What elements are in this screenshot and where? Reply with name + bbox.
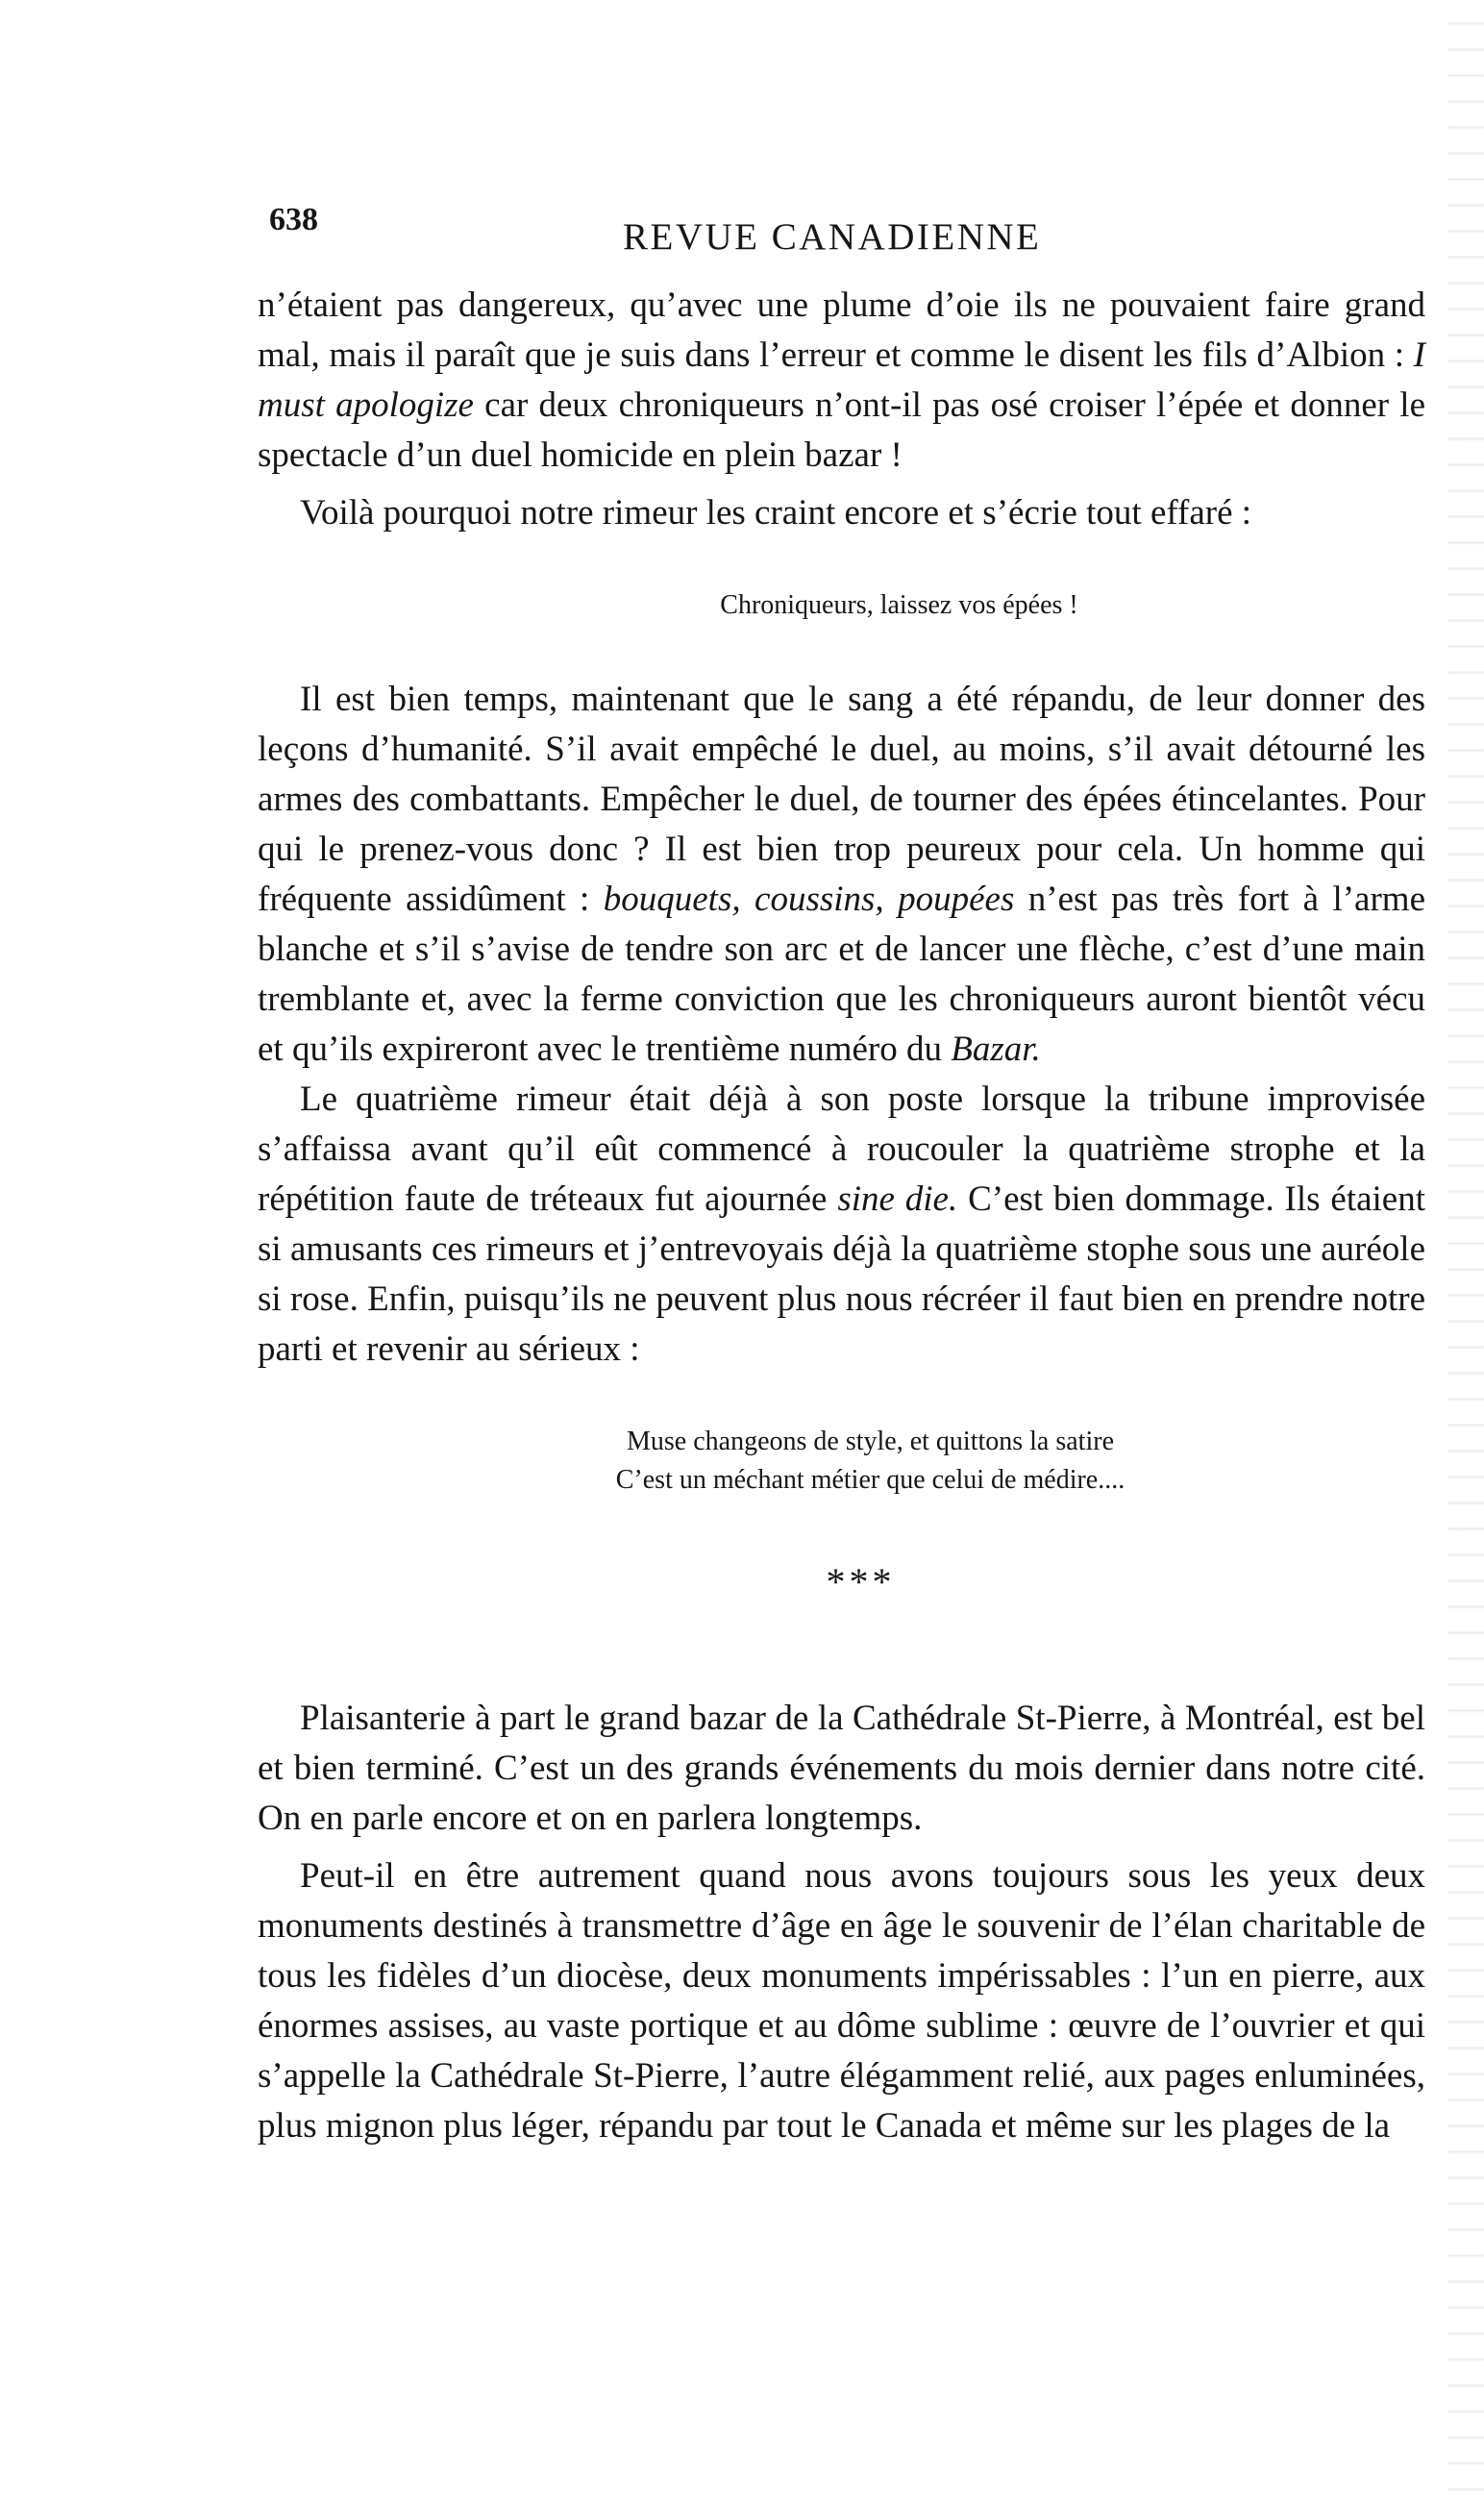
italic-phrase: bouquets, coussins, poupées <box>603 880 1015 919</box>
paragraph: Voilà pourquoi notre rimeur les craint encore et s’écrie tout effaré : <box>300 493 1252 533</box>
paragraph-text: n’est pas très fort à l’arme blanche et s’il s’avise de tendre son arc et de lancer une flèche, c’est d’une main tremblante et, avec la ferme conviction que les chroniqueurs auront bientôt vécu et qu’ils expireront avec le trentième numéro du <box>258 880 1426 1069</box>
paragraph-text: C’est bien dommage. Ils étaient si amusants ces rimeurs et j’entrevoyais déjà la quatrième stophe sous une auréole si rose. Enfin, puisqu’ils ne peuvent plus nous récréer il faut bien en prendre notre parti et revenir au sérieux : <box>258 1179 1426 1369</box>
body-text <box>258 281 1425 2151</box>
running-title: REVUE CANADIENNE <box>623 216 1042 258</box>
verse-line: Muse changeons de style, et quittons la satire <box>627 1427 1114 1456</box>
paragraph-text: Il est bien temps, maintenant que le sang a été répandu, de leur donner des leçons d’humanité. S’il avait empêché le duel, au moins, s’il avait détourné les armes des combattants. Empêcher le duel, de tourner des épées étincelantes. Pour qui le prenez-vous donc ? Il est bien trop peureux pour cela. Un homme qui fréquente assidûment : <box>258 680 1425 919</box>
verse-quote: Chroniqueurs, laissez vos épées ! <box>720 590 1078 620</box>
verse-line: C’est un méchant métier que celui de médire.... <box>615 1465 1125 1495</box>
page-number: 638 <box>269 202 318 237</box>
paragraph-text: car deux chroniqueurs n’ont-il pas osé croiser l’épée et donner le spectacle d’un duel homicide en plein bazar ! <box>258 385 1426 475</box>
paragraph <box>258 1075 1425 1375</box>
verse-quote <box>315 1423 1425 1500</box>
paragraph-text: n’étaient pas dangereux, qu’avec une plume d’oie ils ne pouvaient faire grand mal, mais il paraît que je suis dans l’erreur et comme le disent les fils d’Albion : <box>258 285 1425 375</box>
paragraph-text: Le quatrième rimeur était déjà à son poste lorsque la tribune improvisée s’affaissa avant qu’il eût commencé à roucouler la quatrième strophe et la répétition faute de tréteaux fut ajournée <box>258 1080 1425 1219</box>
paragraph <box>258 675 1425 1075</box>
paragraph: Plaisanterie à part le grand bazar de la Cathédrale St-Pierre, à Montréal, est bel et bien terminé. C’est un des grands événements du mois dernier dans notre cité. On en parle encore et on en parlera longtemps. <box>258 1699 1425 1838</box>
page-header <box>269 202 1422 260</box>
scan-edge <box>1447 0 1484 2507</box>
section-separator: *** <box>826 1560 896 1603</box>
italic-phrase: I must apologize <box>258 335 1425 425</box>
italic-phrase: sine die. <box>837 1179 958 1219</box>
italic-phrase: Bazar. <box>951 1030 1041 1069</box>
paragraph: Peut-il en être autrement quand nous avons toujours sous les yeux deux monuments destinés à transmettre d’âge en âge le souvenir de l’élan charitable de tous les fidèles d’un diocèse, deux monuments impérissables : l’un en pierre, aux énormes assises, au vaste portique et au dôme sublime : œuvre de l’ouvrier et qui s’appelle la Cathédrale St-Pierre, l’autre élégamment relié, aux pages enluminées, plus mignon plus léger, répandu par tout le Canada et même sur les plages de la <box>258 1856 1425 2146</box>
paragraph-continued <box>258 281 1425 481</box>
